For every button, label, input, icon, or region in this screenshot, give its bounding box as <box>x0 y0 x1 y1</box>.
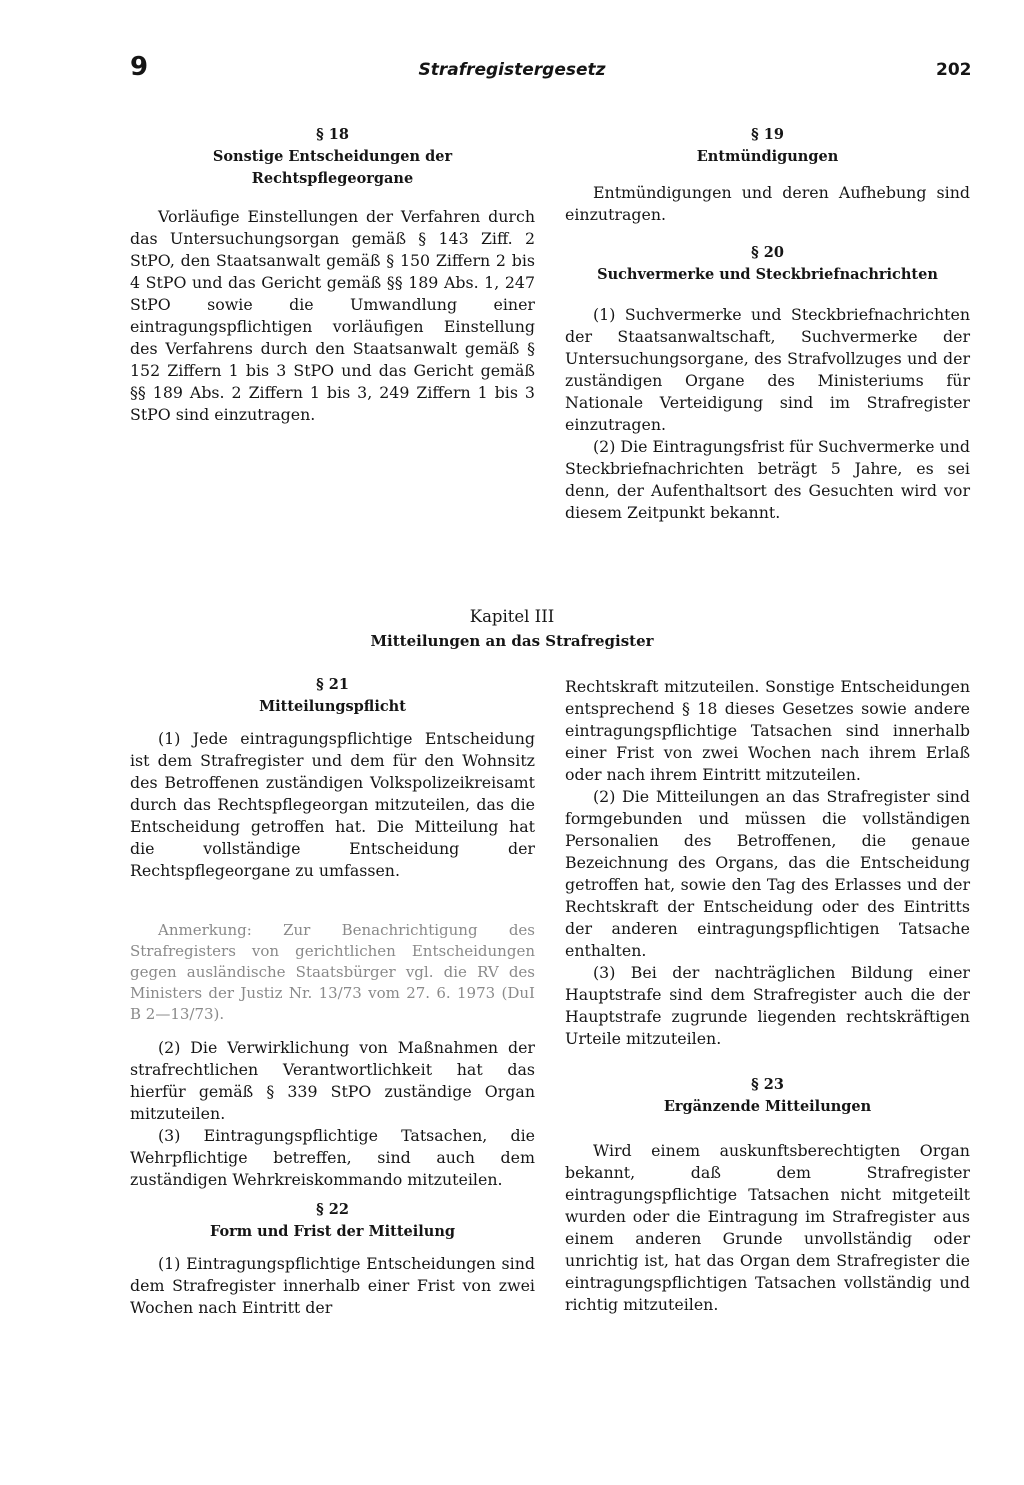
chapter-number: 9 <box>130 52 149 82</box>
section-18-title-line1: Sonstige Entscheidungen der <box>212 148 453 165</box>
section-21-paragraph-3: (3) Eintragungspflichtige Tatsachen, die Wehrpflichtige betreffen, sind auch dem zuständigen Wehrkreiskommando mitzuteilen. <box>130 1126 535 1189</box>
section-19 <box>565 124 970 524</box>
chapter-label: Kapitel III <box>469 607 555 626</box>
section-22-continued <box>565 676 970 1316</box>
section-23-number: § 23 <box>751 1076 784 1093</box>
section-22-paragraph-1-continued: Rechtskraft mitzuteilen. Sonstige Entscheidungen entsprechend § 18 dieses Gesetzes sowie andere eintragungspflichtige Tatsachen sind innerhalb einer Frist von zwei Wochen nach ihrem Erlaß oder nach ihrem Eintritt mitzuteilen. <box>565 677 970 784</box>
section-18 <box>130 124 535 426</box>
section-21-number: § 21 <box>316 676 349 693</box>
section-22-paragraph-1-start: (1) Eintragungspflichtige Entscheidungen sind dem Strafregister innerhalb einer Frist von zwei Wochen nach Eintritt der <box>130 1254 535 1317</box>
section-20-title: Suchvermerke und Steckbriefnachrichten <box>597 266 938 283</box>
section-18-title-line2: Rechtspflegeorgane <box>251 170 414 187</box>
chapter-title: Mitteilungen an das Strafregister <box>370 632 654 650</box>
section-21-note: Anmerkung: Zur Benachrichtigung des Strafregisters von gerichtlichen Entscheidungen gegen ausländische Staatsbürger vgl. die RV des Ministers der Justiz Nr. 13/73 vom 27. 6. 1973 (DuI B 2—13/73). <box>130 921 535 1023</box>
section-20-paragraph-1: (1) Suchvermerke und Steckbriefnachrichten der Staatsanwaltschaft, Suchvermerke der Untersuchungsorgane, des Strafvollzuges und der zuständigen Organe des Ministeriums für Nationale Verteidigung sind im Strafregister einzutragen. <box>565 305 970 434</box>
section-20 <box>565 242 970 524</box>
section-22-paragraph-3: (3) Bei der nachträglichen Bildung einer Hauptstrafe sind dem Strafregister auch die der Hauptstrafe zugrunde liegenden rechtskräftigen Urteile mitzuteilen. <box>565 963 970 1048</box>
section-22-title: Form und Frist der Mitteilung <box>209 1223 456 1240</box>
section-22-number: § 22 <box>316 1201 349 1218</box>
section-21-paragraph-1: (1) Jede eintragungspflichtige Entscheidung ist dem Strafregister und dem für den Wohnsitz des Betroffenen zuständigen Volkspolizeikreisamt durch das Rechtspflegeorgan mitzuteilen, das die Entscheidung getroffen hat. Die Mitteilung hat die vollständige Entscheidung der Rechtspflegeorgane zu umfassen. <box>130 729 535 880</box>
section-23-text: Wird einem auskunftsberechtigten Organ bekannt, daß dem Strafregister eintragungspflichtige Tatsachen nicht mitgeteilt wurden oder die Eintragung im Strafregister aus einem anderen Grunde unvollständig oder unrichtig ist, hat das Organ dem Strafregister die eintragungspflichtigen Tatsachen vollständig und richtig mitzuteilen. <box>565 1141 970 1314</box>
section-23-title: Ergänzende Mitteilungen <box>663 1098 872 1115</box>
page-number: 202 <box>936 60 972 80</box>
section-19-number: § 19 <box>751 126 784 143</box>
section-21-title: Mitteilungspflicht <box>259 698 406 715</box>
section-21-paragraph-2: (2) Die Verwirklichung von Maßnahmen der strafrechtlichen Verantwortlichkeit hat das hierfür gemäß § 339 StPO zuständige Organ mitzuteilen. <box>130 1038 535 1123</box>
section-22 <box>130 1199 535 1319</box>
chapter-heading <box>0 605 1024 653</box>
section-19-title: Entmündigungen <box>696 148 839 165</box>
section-23 <box>565 1074 970 1316</box>
page-header <box>0 52 1024 92</box>
section-20-number: § 20 <box>751 244 784 261</box>
running-title: Strafregistergesetz <box>418 60 606 80</box>
section-22-paragraph-2: (2) Die Mitteilungen an das Strafregister sind formgebunden und müssen die vollständigen Personalien des Betroffenen, die genaue Bezeichnung des Organs, das die Entscheidung getroffen hat, sowie den Tag des Erlasses und der Rechtskraft der Entscheidung oder des Eintritts der anderen eintragungspflichtigen Tatsache enthalten. <box>565 787 970 960</box>
section-18-number: § 18 <box>316 126 349 143</box>
section-20-paragraph-2: (2) Die Eintragungsfrist für Suchvermerke und Steckbriefnachrichten beträgt 5 Jahre, es sei denn, der Aufenthaltsort des Gesuchten wird vor diesem Zeitpunkt bekannt. <box>565 437 970 522</box>
section-18-text: Vorläufige Einstellungen der Verfahren durch das Untersuchungsorgan gemäß § 143 Ziff. 2 StPO, den Staatsanwalt gemäß § 150 Ziffern 2 bis 4 StPO und das Gericht gemäß §§ 189 Abs. 1, 247 StPO sowie die Umwandlung einer eintragungspflichtigen vorläufigen Einstellung des Verfahrens durch den Staatsanwalt gemäß § 152 Ziffern 1 bis 3 StPO und das Gericht gemäß §§ 189 Abs. 2 Ziffern 1 bis 3, 249 Ziffern 1 bis 3 StPO sind einzutragen. <box>130 207 535 424</box>
section-19-text: Entmündigungen und deren Aufhebung sind einzutragen. <box>565 183 970 224</box>
section-21 <box>130 674 535 1319</box>
